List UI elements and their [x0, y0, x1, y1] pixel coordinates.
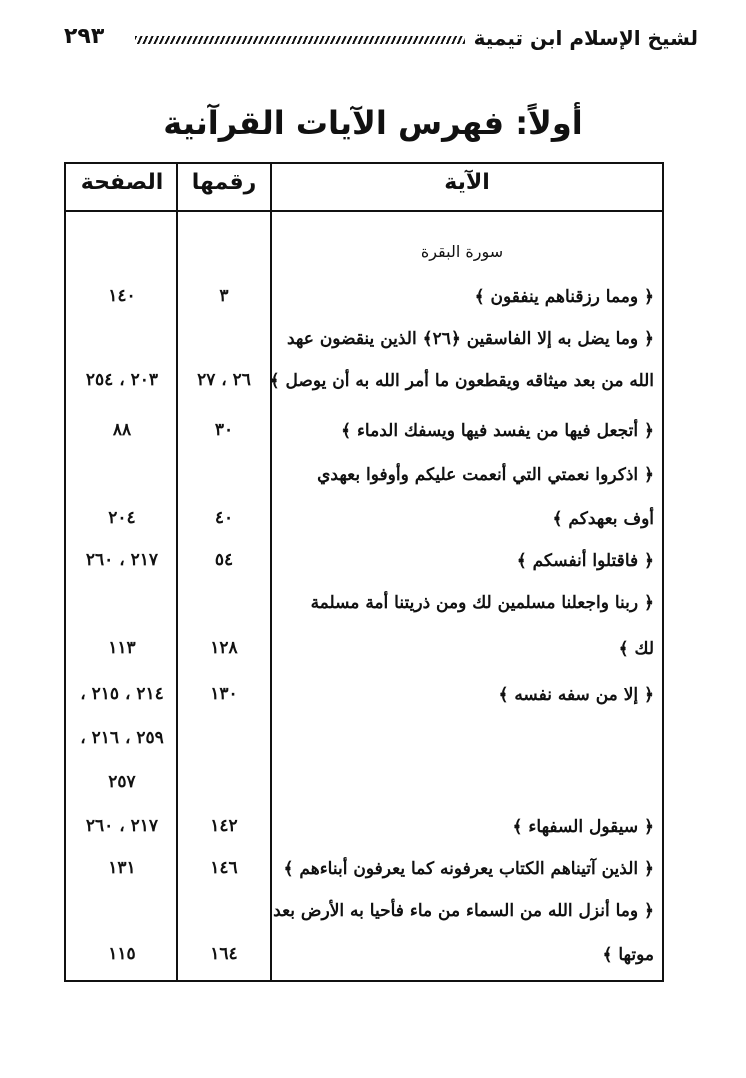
- ayah-number: ١٤٢: [210, 816, 238, 836]
- running-header-author: لشيخ الإسلام ابن تيمية: [473, 26, 698, 50]
- page-ref: ١١٣: [108, 638, 136, 658]
- page-ref: ١٣١: [108, 858, 136, 878]
- ayah-text: ﴿ اذكروا نعمتي التي أنعمت عليكم وأوفوا بعهدي: [317, 465, 654, 485]
- ayah-text: الله من بعد ميثاقه ويقطعون ما أمر الله به أن يوصل ﴾: [269, 371, 654, 391]
- column-header-page: الصفحة: [80, 170, 164, 195]
- ayah-number: ٤٠: [214, 508, 234, 528]
- page-ref: ٢١٧ ، ٢٦٠: [85, 816, 159, 836]
- ayah-number: ٢٦ ، ٢٧: [197, 370, 251, 390]
- column-divider-right: [270, 164, 272, 980]
- ayah-text: لك ﴾: [618, 639, 654, 659]
- index-table: الآية رقمها الصفحة سورة البقرة ﴿ ومما رزقناهم ينفقون ﴾ ٣ ١٤٠ ﴿ وما يضل به إلا الفاسقين ﴿٢٦﴾ الذين ينقضون عهد الله من بعد ميثاقه ويقطعون ما أمر الله به أن يوصل ﴾ ٢٦ ، ٢٧ ٢٠٣ ، ٢٥٤ ﴿ أتجعل فيها من يفسد فيها ويسفك الدماء ﴾ ٣٠ ٨٨ ﴿ اذكروا نعمتي التي أنعمت عليكم وأوفوا بعهدي أوف بعهدكم ﴾ ٤٠ ٢٠٤ ﴿ فاقتلوا أنفسكم ﴾ ٥٤ ٢١٧ ، ٢٦٠ ﴿ ربنا واجعلنا مسلمين لك ومن ذريتنا أمة مسلمة لك ﴾ ١٢٨ ١١٣ ﴿ إلا من سفه نفسه ﴾ ١٣٠ ٢١٤ ، ٢١٥ ، ٢٥٩ ، ٢١٦ ، ٢٥٧ ﴿ سيقول السفهاء ﴾ ١٤٢ ٢١٧ ، ٢٦٠ ﴿ الذين آتيناهم الكتاب يعرفونه كما يعرفون أبناءهم ﴾ ١٤٦ ١٣١ ﴿ وما أنزل الله من السماء من ماء فأحيا به الأرض بعد موتها ﴾ ١٦٤ ١١٥: [64, 162, 664, 982]
- ayah-text: ﴿ وما يضل به إلا الفاسقين ﴿٢٦﴾ الذين ينقضون عهد: [287, 329, 654, 349]
- ayah-text: ﴿ ومما رزقناهم ينفقون ﴾: [474, 287, 654, 307]
- ayah-number: ١٣٠: [210, 684, 238, 704]
- page-ref: ١٤٠: [108, 286, 136, 306]
- ayah-number: ١٦٤: [210, 944, 238, 964]
- ayah-text: ﴿ وما أنزل الله من السماء من ماء فأحيا به الأرض بعد: [273, 901, 654, 921]
- ayah-text: ﴿ ربنا واجعلنا مسلمين لك ومن ذريتنا أمة مسلمة: [310, 593, 654, 613]
- ayah-text: ﴿ أتجعل فيها من يفسد فيها ويسفك الدماء ﴾: [341, 421, 654, 441]
- column-header-number: رقمها: [191, 170, 257, 195]
- page-number: ٢٩٣: [64, 24, 105, 49]
- page-ref: ٢٥٧: [108, 772, 136, 792]
- ayah-number: ٣: [219, 286, 229, 306]
- page-title: أولاً: فهرس الآيات القرآنية: [163, 104, 583, 142]
- page-ref: ٢١٤ ، ٢١٥ ،: [80, 684, 164, 704]
- page-ref: ٢٠٣ ، ٢٥٤: [85, 370, 159, 390]
- ayah-text: موتها ﴾: [602, 945, 654, 965]
- ayah-text: ﴿ الذين آتيناهم الكتاب يعرفونه كما يعرفون أبناءهم ﴾: [283, 859, 654, 879]
- ayah-text: ﴿ سيقول السفهاء ﴾: [512, 817, 654, 837]
- ayah-text: ﴿ إلا من سفه نفسه ﴾: [498, 685, 654, 705]
- page-ref: ١١٥: [108, 944, 136, 964]
- header-rule: [66, 210, 662, 212]
- page-ref: ٢٠٤: [108, 508, 136, 528]
- ayah-number: ١٤٦: [210, 858, 238, 878]
- ayah-number: ٣٠: [214, 420, 234, 440]
- ayah-number: ١٢٨: [210, 638, 238, 658]
- page-ref: ٨٨: [112, 420, 132, 440]
- page-ref: ٢٥٩ ، ٢١٦ ،: [80, 728, 164, 748]
- column-header-ayah: الآية: [444, 170, 490, 195]
- ayah-number: ٥٤: [214, 550, 234, 570]
- ayah-text: ﴿ فاقتلوا أنفسكم ﴾: [516, 551, 654, 571]
- page-ref: ٢١٧ ، ٢٦٠: [85, 550, 159, 570]
- ayah-text: أوف بعهدكم ﴾: [552, 509, 654, 529]
- header-decorative-rule: [135, 36, 465, 44]
